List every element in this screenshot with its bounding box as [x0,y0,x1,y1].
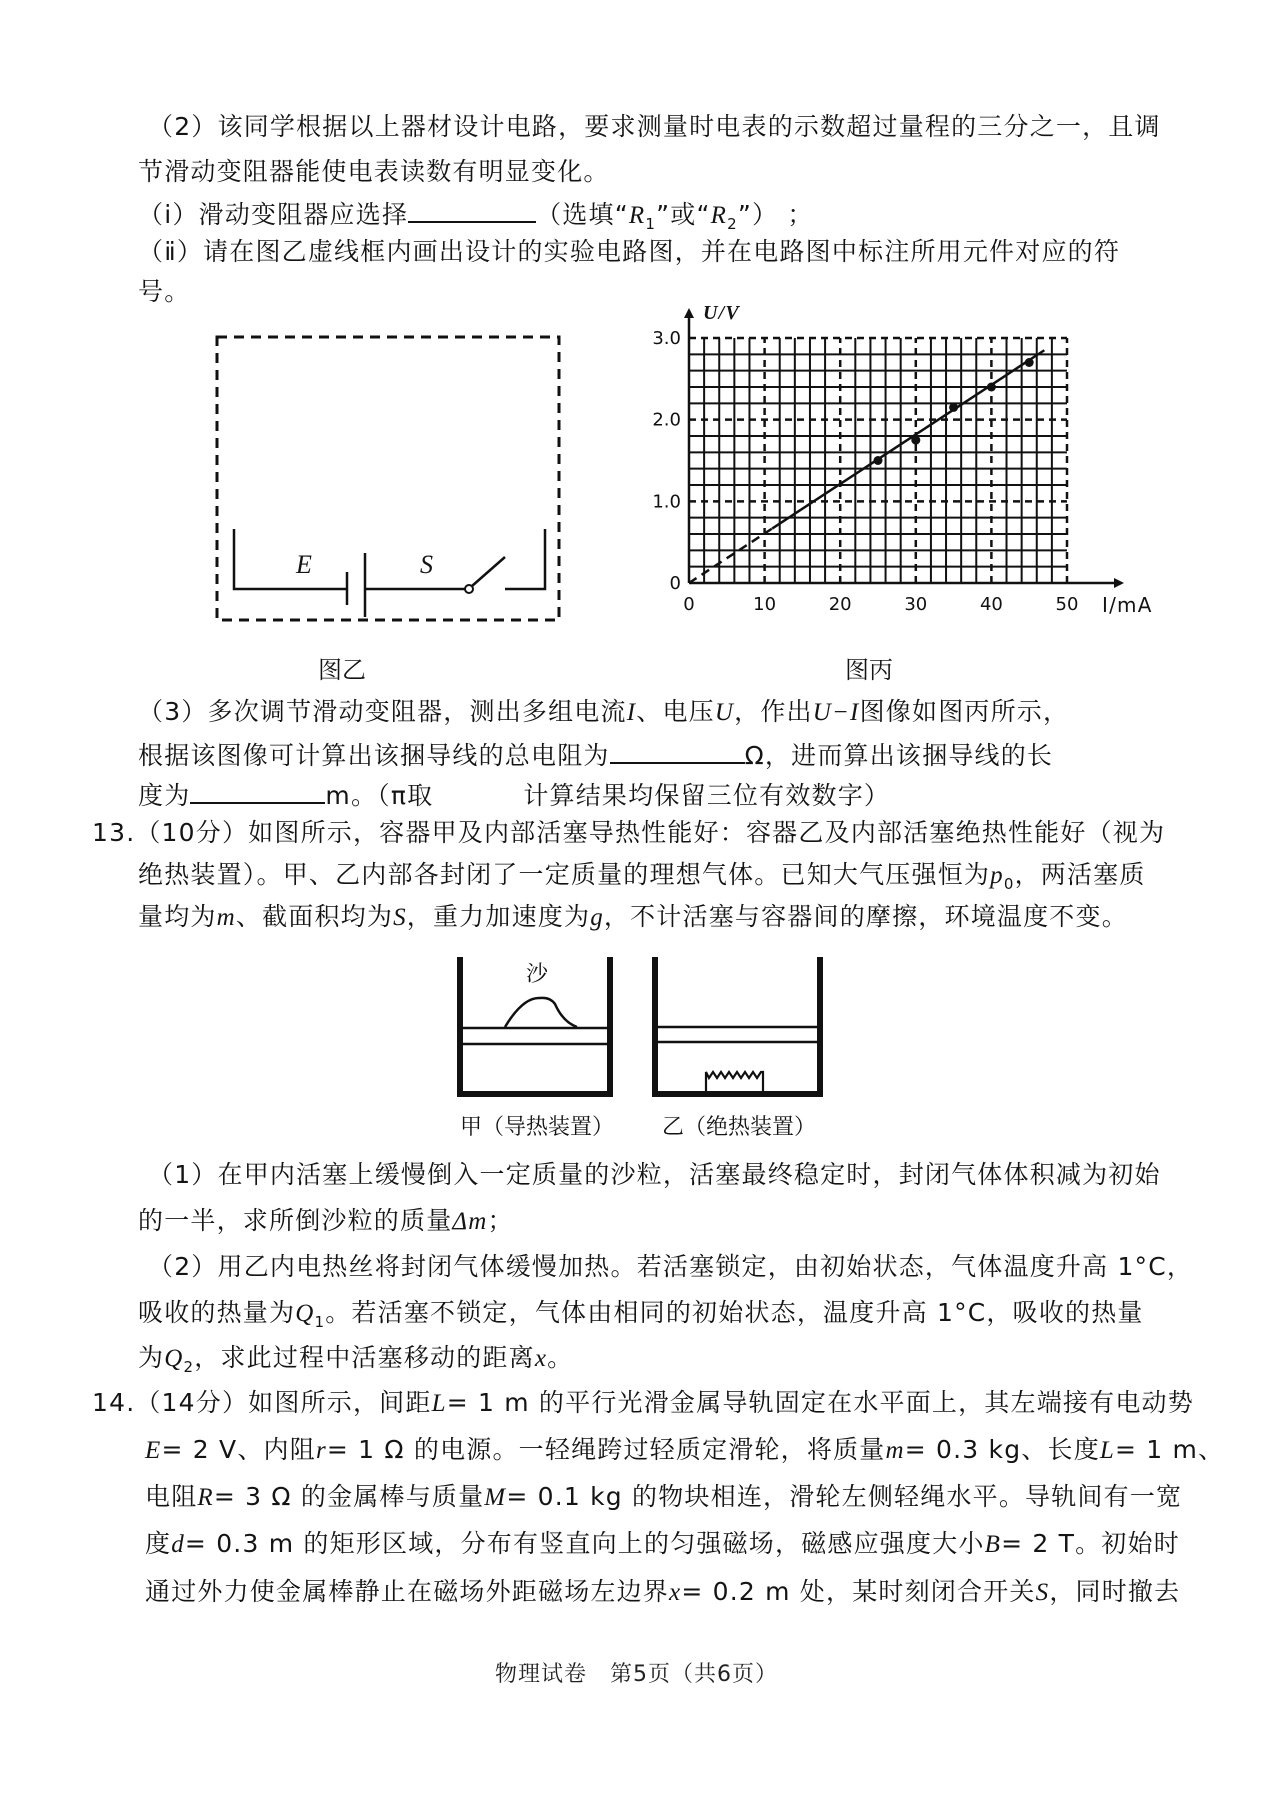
text: 为 [138,1343,165,1372]
var-R1: R [628,202,646,229]
figure-yi-caption: 图乙 [318,656,366,684]
text: （14分）如图所示，间距 [135,1388,432,1417]
svg-text:2.0: 2.0 [652,409,681,431]
q12-part2-line2: 节滑动变阻器能使电表读数有明显变化。 [138,157,610,186]
text: 、截面积均为 [235,902,394,931]
q12-i-suffix: （选填“ [536,200,629,229]
var-p0: p [990,862,1004,889]
var-Q1-sub: 1 [314,1313,326,1331]
text: 量均为 [138,902,217,931]
svg-text:3.0: 3.0 [652,328,681,349]
q12-part2-ii-line1: （ⅱ）请在图乙虚线框内画出设计的实验电路图，并在电路图中标注所用元件对应的符 [138,237,1121,266]
var-M: M [484,1484,507,1511]
text: = 2 T。初始时 [1001,1529,1180,1558]
x-axis-label: I/mA [1102,593,1153,617]
var-R2-sub: 2 [727,215,738,233]
q13-line3 [138,902,1128,933]
page-footer: 物理试卷 第5页（共6页） [495,1662,778,1687]
figure-yi2-caption: 乙（绝热装置） [662,1115,817,1140]
text: = 0.1 kg 的物块相连，滑轮左侧轻绳水平。导轨间有一宽 [506,1482,1183,1511]
q12-part3-line1 [138,697,1069,728]
svg-text:0: 0 [683,594,695,615]
q12-part3-line3 [138,778,890,811]
svg-text:40: 40 [979,594,1003,615]
q13-part2-line2 [138,1298,1144,1337]
text: ，求此过程中活塞移动的距离 [194,1343,535,1372]
var-S: S [393,904,407,931]
q13-line2 [138,860,1146,899]
text: = 3 Ω 的金属棒与质量 [213,1482,485,1511]
var-E: E [145,1437,162,1464]
q13-part1-line1: （1）在甲内活塞上缓慢倒入一定质量的沙粒，活塞最终稳定时，封闭气体体积减为初始 [148,1160,1161,1189]
text: = 1 Ω 的电源。一轻绳跨过轻质定滑轮，将质量 [326,1435,886,1464]
q14-line2 [145,1435,1224,1466]
text: ； [487,1206,514,1235]
question-number: 13. [92,818,136,847]
svg-text:0: 0 [669,573,681,594]
q13-part2-line1: （2）用乙内电热丝将封闭气体缓慢加热。若活塞锁定，由初始状态，气体温度升高 1°C， [148,1252,1194,1281]
text: 吸收的热量为 [138,1298,296,1327]
figure-bing-caption: 图丙 [845,656,893,684]
text: 图像如图丙所示， [859,697,1070,726]
text: 电阻 [145,1482,198,1511]
figure-yi-circuit[interactable] [215,335,565,625]
text: = 1 m、 [1115,1435,1225,1464]
var-g: g [590,904,604,931]
q13-part1-line2 [138,1206,514,1237]
var-x: x [669,1579,682,1606]
q12-part2-ii-line2: 号。 [138,277,191,306]
answer-blank-resistance[interactable] [610,738,745,764]
var-r: r [315,1437,327,1464]
label-sand: 沙 [526,962,550,987]
var-m: m [885,1437,905,1464]
text: = 0.3 m 的矩形区域，分布有竖直向上的匀强磁场，磁感应强度大小 [184,1529,985,1558]
y-axis-label: U/V [703,302,740,324]
text: = 1 m 的平行光滑金属导轨固定在水平面上，其左端接有电动势 [446,1388,1194,1417]
text: ，作出 [734,697,813,726]
var-I: I [626,699,637,726]
text: 、电压 [636,697,715,726]
figure-bing-chart [650,300,1210,620]
label-E: E [296,550,314,579]
q12-part2-line1: （2）该同学根据以上器材设计电路，要求测量时电表的示数超过量程的三分之一，且调 [148,112,1161,141]
q12-i-mid: ”或“ [656,200,711,229]
var-R: R [197,1484,214,1511]
text: = 2 V、内阻 [161,1435,316,1464]
text: （10分）如图所示，容器甲及内部活塞导热性能好：容器乙及内部活塞绝热性能好（视为 [135,818,1166,847]
q14-line3 [145,1482,1182,1513]
text: （3）多次调节滑动变阻器，测出多组电流 [138,697,627,726]
svg-text:50: 50 [1055,594,1079,615]
text: Ω，进而算出该捆导线的长 [744,741,1054,770]
var-d: d [171,1531,185,1558]
text: 计算结果均保留三位有效数字） [523,781,891,810]
svg-text:20: 20 [828,594,852,615]
var-x: x [534,1345,548,1372]
q13-line1 [92,818,1165,848]
var-Q2-sub: 2 [183,1358,195,1376]
text: 绝热装置）。甲、乙内部各封闭了一定质量的理想气体。已知大气压强恒为 [138,860,991,889]
q12-part3-line2 [138,738,1053,771]
question-number: 14. [92,1388,136,1417]
text: 根据该图像可计算出该捆导线的总电阻为 [138,741,610,770]
var-Q1: Q [295,1300,315,1327]
text: = 0.3 kg、长度 [904,1435,1100,1464]
var-R1-sub: 1 [645,215,657,233]
svg-text:10: 10 [753,594,777,615]
var-B: B [984,1531,1002,1558]
answer-blank-length[interactable] [190,778,325,804]
q12-i-prefix: （ⅰ）滑动变阻器应选择 [138,200,409,229]
q12-part2-i [138,197,814,239]
text: ，同时撤去 [1049,1577,1181,1606]
text: 。 [547,1343,574,1372]
figure-containers [455,952,835,1102]
answer-blank-rheostat[interactable] [408,197,536,223]
q14-line1 [92,1388,1194,1419]
text: ，两活塞质 [1014,860,1146,889]
text: 度 [145,1529,172,1558]
q13-part2-line3 [138,1343,573,1382]
text: = 0.2 m 处，某时刻闭合开关 [681,1577,1036,1606]
redacted-region [433,780,523,804]
var-U-I: U−I [812,699,860,726]
var-m: m [216,904,236,931]
var-U: U [714,699,735,726]
label-S: S [420,550,435,579]
var-Q2: Q [164,1345,184,1372]
text: ，不计活塞与容器间的摩擦，环境温度不变。 [603,902,1128,931]
text: 度为 [138,781,191,810]
text: 。若活塞不锁定，气体由相同的初始状态，温度升高 1°C，吸收的热量 [325,1298,1144,1327]
var-L: L [431,1390,447,1417]
q12-i-end: ”） ； [737,200,814,229]
var-p0-sub: 0 [1003,875,1015,893]
text: 通过外力使金属棒静止在磁场外距磁场左边界 [145,1577,670,1606]
var-L: L [1099,1437,1116,1464]
text: m。（π取 [325,781,434,810]
svg-text:1.0: 1.0 [652,491,681,513]
text: 的一半，求所倒沙粒的质量 [138,1206,453,1235]
text: ，重力加速度为 [406,902,591,931]
q14-line5 [145,1577,1180,1608]
var-R2: R [710,202,728,229]
q14-line4 [145,1529,1180,1560]
figure-jia-caption: 甲（导热装置） [460,1115,615,1140]
var-delta-m: Δm [452,1208,488,1235]
svg-text:30: 30 [904,594,928,615]
var-S: S [1035,1579,1050,1606]
